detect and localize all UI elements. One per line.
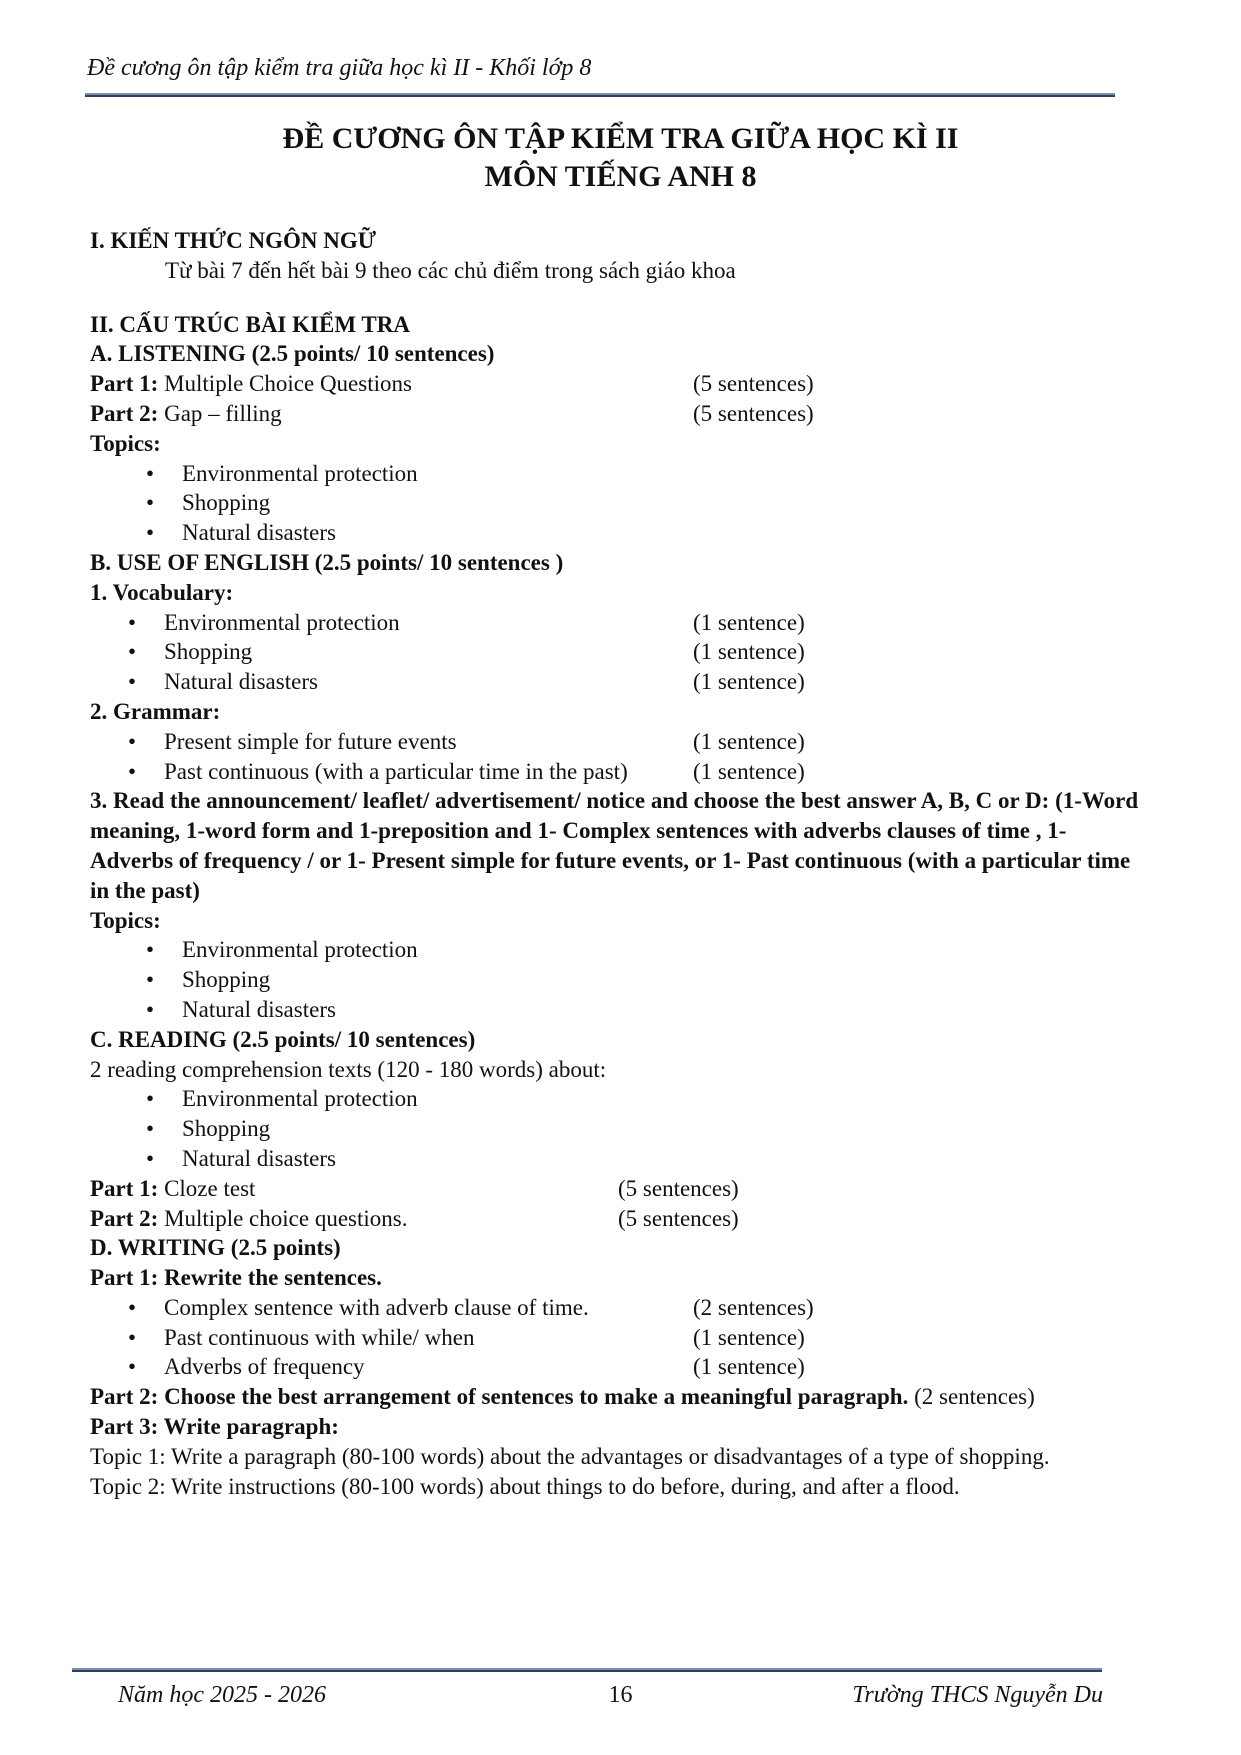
list-item: • Environmental protection bbox=[90, 935, 1140, 965]
part-text: Cloze test bbox=[158, 1175, 256, 1201]
list-item: • Shopping bbox=[90, 488, 1140, 518]
part-count: (2 sentences) bbox=[914, 1384, 1035, 1410]
page-number: 16 bbox=[608, 1682, 633, 1708]
part-count: (5 sentences) bbox=[618, 1205, 739, 1231]
item-text: Environmental protection bbox=[164, 609, 400, 635]
item-count: (1 sentence) bbox=[693, 1354, 805, 1380]
use-of-english-heading: B. USE OF ENGLISH (2.5 points/ 10 sentences ) bbox=[90, 549, 564, 575]
part-text: Multiple choice questions. bbox=[158, 1205, 408, 1231]
list-item: • Natural disasters bbox=[90, 1144, 1140, 1174]
listening-topics-label: Topics: bbox=[90, 430, 161, 456]
listening-part-1 bbox=[90, 369, 1140, 399]
part-label: Part 2: Choose the best arrangement of sentences to make a meaningful paragraph. bbox=[90, 1384, 909, 1410]
list-item: • Shopping bbox=[90, 1114, 1140, 1144]
use-of-english-topics-label: Topics: bbox=[90, 907, 161, 933]
list-item: • Natural disasters bbox=[90, 995, 1140, 1025]
part-count: (5 sentences) bbox=[618, 1175, 739, 1201]
writing-part1-label: Part 1: Rewrite the sentences. bbox=[90, 1265, 382, 1291]
item-count: (2 sentences) bbox=[693, 1294, 814, 1320]
reading-part-1 bbox=[90, 1174, 1140, 1204]
reading-part-2 bbox=[90, 1204, 1140, 1234]
section1-heading: I. KIẾN THỨC NGÔN NGỮ bbox=[90, 228, 377, 253]
item-text: Adverbs of frequency bbox=[164, 1354, 365, 1380]
writing-topic-1: Topic 1: Write a paragraph (80-100 words) about the advantages or disadvantages of a type of shopping. bbox=[90, 1443, 1050, 1469]
list-item bbox=[90, 637, 1140, 667]
list-item: • Environmental protection bbox=[90, 459, 1140, 489]
writing-part3-label: Part 3: Write paragraph: bbox=[90, 1414, 339, 1440]
part-text: Multiple Choice Questions bbox=[158, 371, 412, 397]
page-header: Đề cương ôn tập kiểm tra giữa học kì II - Khối lớp 8 bbox=[87, 55, 592, 81]
listening-part-2 bbox=[90, 399, 1140, 429]
grammar-label: 2. Grammar: bbox=[90, 698, 221, 724]
item-text: Natural disasters bbox=[164, 669, 318, 695]
part-count: (5 sentences) bbox=[693, 371, 814, 397]
list-item bbox=[90, 608, 1140, 638]
item-count: (1 sentence) bbox=[693, 609, 805, 635]
list-item bbox=[90, 667, 1140, 697]
list-item bbox=[90, 727, 1140, 757]
item-count: (1 sentence) bbox=[693, 728, 805, 754]
writing-part2 bbox=[90, 1382, 1140, 1412]
part-text: Gap – filling bbox=[158, 400, 282, 426]
section1-text: Từ bài 7 đến hết bài 9 theo các chủ điểm trong sách giáo khoa bbox=[165, 257, 736, 283]
list-item: • Natural disasters bbox=[90, 518, 1140, 548]
part-label: Part 2: bbox=[90, 1205, 159, 1231]
list-item bbox=[90, 757, 1140, 787]
item-text: Complex sentence with adverb clause of time. bbox=[164, 1294, 589, 1320]
item-count: (1 sentence) bbox=[693, 669, 805, 695]
item-count: (1 sentence) bbox=[693, 639, 805, 665]
part-label: Part 2: bbox=[90, 400, 159, 426]
reading-intro: 2 reading comprehension texts (120 - 180 words) about: bbox=[90, 1056, 607, 1082]
footer-school-name: Trường THCS Nguyễn Du bbox=[852, 1682, 1103, 1708]
document-body bbox=[90, 226, 1140, 1501]
list-item: • Shopping bbox=[90, 965, 1140, 995]
vocabulary-label: 1. Vocabulary: bbox=[90, 579, 234, 605]
list-item: • Environmental protection bbox=[90, 1084, 1140, 1114]
document-title: ĐỀ CƯƠNG ÔN TẬP KIỂM TRA GIỮA HỌC KÌ II bbox=[282, 122, 959, 155]
list-item bbox=[90, 1323, 1140, 1353]
header-divider bbox=[85, 93, 1115, 97]
footer-divider bbox=[72, 1668, 1102, 1672]
item-text: Present simple for future events bbox=[164, 728, 457, 754]
reading-heading: C. READING (2.5 points/ 10 sentences) bbox=[90, 1026, 476, 1052]
list-item bbox=[90, 1293, 1140, 1323]
part-label: Part 1: bbox=[90, 371, 159, 397]
document-subtitle: MÔN TIẾNG ANH 8 bbox=[484, 160, 757, 193]
item-text: Shopping bbox=[164, 639, 253, 665]
writing-topic-2: Topic 2: Write instructions (80-100 words) about things to do before, during, and after a flood. bbox=[90, 1473, 960, 1499]
item-count: (1 sentence) bbox=[693, 1324, 805, 1350]
listening-heading: A. LISTENING (2.5 points/ 10 sentences) bbox=[90, 341, 495, 367]
section2-heading: II. CẤU TRÚC BÀI KIỂM TRA bbox=[90, 311, 410, 337]
item-text: Past continuous (with a particular time in the past) bbox=[164, 758, 628, 784]
list-item bbox=[90, 1352, 1140, 1382]
item-text: Past continuous with while/ when bbox=[164, 1324, 475, 1350]
read-task-instruction: 3. Read the announcement/ leaflet/ advertisement/ notice and choose the best answer A, B, C or D: (1-Word meaning, 1-word form and 1-preposition and 1- Complex sentences with adverbs clauses of time , 1- Adverbs of frequency / or 1- Present simple for future events, or 1- Past continuous (with a particular time in the past) bbox=[90, 788, 1139, 903]
footer-school-year: Năm học 2025 - 2026 bbox=[118, 1682, 326, 1708]
part-count: (5 sentences) bbox=[693, 400, 814, 426]
writing-heading: D. WRITING (2.5 points) bbox=[90, 1235, 341, 1261]
item-count: (1 sentence) bbox=[693, 758, 805, 784]
part-label: Part 1: bbox=[90, 1175, 159, 1201]
